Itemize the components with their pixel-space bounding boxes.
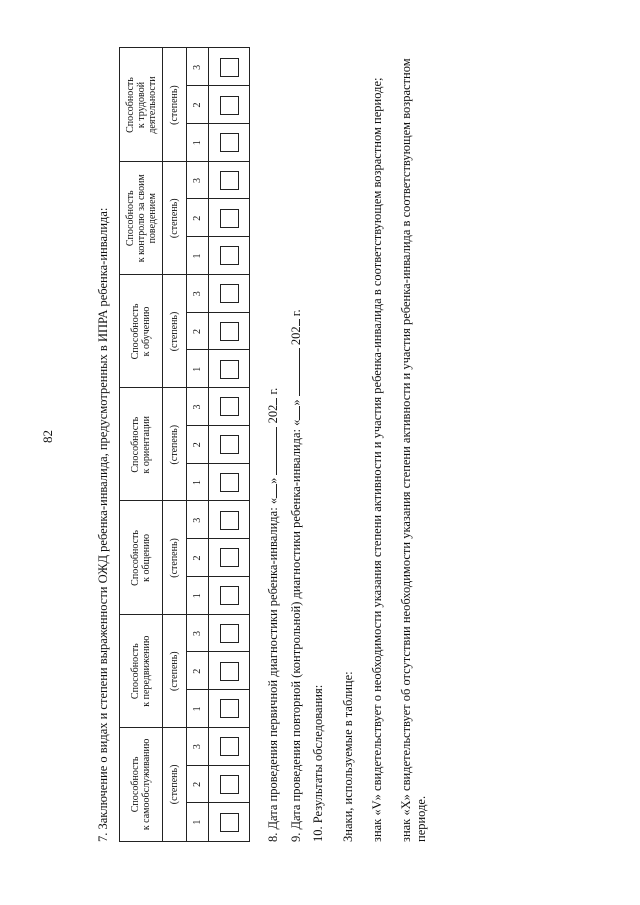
column-divider [120, 387, 249, 388]
ojd-column [120, 615, 249, 728]
checkbox-cell [209, 350, 249, 388]
degree-checkbox[interactable] [220, 699, 239, 718]
degree-checkbox[interactable] [220, 209, 239, 228]
cell-divider [187, 802, 249, 803]
checkbox-cell [209, 313, 249, 351]
degree-checkbox[interactable] [220, 624, 239, 643]
checkbox-cell [209, 539, 249, 577]
degree-number: 1 [192, 479, 203, 485]
cell-divider [187, 765, 249, 766]
degree-number: 2 [192, 102, 203, 108]
checkbox-cell [209, 48, 249, 86]
degree-number: 1 [192, 593, 203, 599]
degree-number: 3 [192, 291, 203, 297]
checkbox-cell [209, 652, 249, 690]
cell-divider [187, 85, 249, 86]
ojd-column [120, 162, 249, 275]
checkbox-row [209, 48, 249, 161]
degree-number: 2 [192, 555, 203, 561]
checkbox-row [209, 728, 249, 841]
degree-checkbox[interactable] [220, 473, 239, 492]
ojd-column [120, 728, 249, 841]
item-9-quote: » [289, 399, 303, 406]
day-blank[interactable] [265, 484, 277, 498]
degree-numbers [187, 615, 209, 728]
item-9-suffix: г. [289, 309, 303, 320]
checkbox-cell [209, 388, 249, 426]
cell-divider [187, 349, 249, 350]
degree-label: (степень) [169, 198, 180, 239]
checkbox-cell [209, 86, 249, 124]
checkbox-cell [209, 690, 249, 728]
degree-checkbox[interactable] [220, 548, 239, 567]
cell-divider [187, 123, 249, 124]
item-8-label: 8. Дата проведения первичной диагностики ребенка-инвалида: « [266, 497, 280, 842]
degree-checkbox[interactable] [220, 737, 239, 756]
degree-number: 3 [192, 404, 203, 410]
column-title: Способность к трудовой деятельности [124, 76, 158, 134]
year-blank[interactable] [288, 319, 300, 326]
checkbox-cell [209, 766, 249, 804]
checkbox-row [209, 615, 249, 728]
checkbox-cell [209, 728, 249, 766]
degree-number: 2 [192, 215, 203, 221]
checkbox-cell [209, 237, 249, 275]
degree-checkbox[interactable] [220, 775, 239, 794]
degree-number: 1 [192, 819, 203, 825]
degree-checkbox[interactable] [220, 360, 239, 379]
column-title: Способность к ориентации [130, 415, 152, 474]
checkbox-cell [209, 803, 249, 841]
degree-numbers [187, 162, 209, 275]
column-divider [120, 161, 249, 162]
ojd-column [120, 275, 249, 388]
degree-number: 1 [192, 366, 203, 372]
degree-checkbox[interactable] [220, 662, 239, 681]
item-9-repeat-diagnostics-date [288, 309, 304, 842]
month-blank[interactable] [265, 427, 277, 475]
cell-divider [187, 689, 249, 690]
degree-numbers [187, 501, 209, 614]
item-8-quote: » [266, 477, 280, 484]
item-8-suffix: г. [266, 387, 280, 398]
page-number: 82 [40, 430, 55, 443]
legend-x-sign-line2: периоде. [414, 795, 428, 842]
degree-checkbox[interactable] [220, 398, 239, 417]
degree-numbers [187, 388, 209, 501]
checkbox-cell [209, 124, 249, 162]
column-title: Способность к самообслуживанию [130, 738, 152, 831]
checkbox-cell [209, 162, 249, 200]
degree-checkbox[interactable] [220, 322, 239, 341]
cell-divider [187, 198, 249, 199]
legend-x-sign-line1: знак «X» свидетельствует об отсутствии необходимости указания степени активности и участия ребенка-инвалида в соответствующем возрастном [399, 58, 413, 842]
day-blank[interactable] [288, 406, 300, 420]
degree-label: (степень) [169, 311, 180, 352]
item-9-label: 9. Дата проведения повторной (контрольной) диагностики ребенка-инвалида: « [289, 419, 303, 842]
degree-number: 2 [192, 781, 203, 787]
degree-number: 1 [192, 140, 203, 146]
degree-checkbox[interactable] [220, 284, 239, 303]
item-8-year: 202 [266, 404, 280, 424]
column-title: Способность к обучению [130, 303, 152, 360]
degree-label: (степень) [169, 424, 180, 465]
column-divider [120, 500, 249, 501]
degree-label: (степень) [169, 85, 180, 125]
cell-divider [187, 576, 249, 577]
degree-number: 3 [192, 517, 203, 523]
checkbox-cell [209, 615, 249, 653]
year-blank[interactable] [265, 398, 277, 405]
legend-v-sign: знак «V» свидетельствует о необходимости указания степени активности и участия ребенка-инвалида в соответствующем возрастном периоде; [370, 77, 384, 842]
checkbox-cell [209, 199, 249, 237]
degree-checkbox[interactable] [220, 247, 239, 266]
degree-number: 3 [192, 744, 203, 750]
legend-intro: Знаки, используемые в таблице: [341, 671, 355, 842]
degree-number: 2 [192, 442, 203, 448]
cell-divider [187, 538, 249, 539]
ojd-table [119, 47, 250, 842]
degree-checkbox[interactable] [220, 133, 239, 152]
degree-label: (степень) [169, 538, 180, 578]
cell-divider [187, 312, 249, 313]
degree-numbers [187, 48, 209, 161]
degree-checkbox[interactable] [220, 96, 239, 115]
checkbox-row [209, 388, 249, 501]
ojd-column [120, 388, 249, 501]
checkbox-row [209, 162, 249, 275]
column-divider [120, 727, 249, 728]
item-10-results: 10. Результаты обследования: [311, 684, 325, 842]
checkbox-cell [209, 501, 249, 539]
degree-numbers [187, 275, 209, 388]
degree-number: 3 [192, 178, 203, 184]
checkbox-cell [209, 577, 249, 615]
checkbox-row [209, 275, 249, 388]
degree-checkbox[interactable] [220, 813, 239, 832]
degree-number: 3 [192, 64, 203, 70]
degree-checkbox[interactable] [220, 58, 239, 77]
column-divider [120, 614, 249, 615]
checkbox-cell [209, 426, 249, 464]
cell-divider [187, 463, 249, 464]
degree-number: 2 [192, 668, 203, 674]
checkbox-cell [209, 275, 249, 313]
degree-number: 1 [192, 706, 203, 712]
ojd-column [120, 48, 249, 161]
checkbox-cell [209, 464, 249, 502]
checkbox-row [209, 501, 249, 614]
column-title: Способность к передвижению [130, 635, 152, 707]
item-8-primary-diagnostics-date [265, 388, 281, 842]
column-title: Способность к общению [130, 530, 152, 586]
degree-number: 2 [192, 329, 203, 334]
column-title: Способность к контролю за своим поведением [124, 174, 158, 263]
degree-label: (степень) [169, 764, 180, 805]
cell-divider [187, 651, 249, 652]
item-9-year: 202 [289, 326, 303, 346]
degree-number: 3 [192, 630, 203, 636]
degree-checkbox[interactable] [220, 435, 239, 454]
ojd-column [120, 501, 249, 614]
degree-numbers [187, 728, 209, 841]
month-blank[interactable] [288, 348, 300, 396]
degree-label: (степень) [169, 651, 180, 691]
degree-checkbox[interactable] [220, 511, 239, 530]
cell-divider [187, 425, 249, 426]
degree-number: 1 [192, 253, 203, 259]
cell-divider [187, 236, 249, 237]
degree-checkbox[interactable] [220, 171, 239, 190]
degree-checkbox[interactable] [220, 586, 239, 605]
column-divider [120, 274, 249, 275]
section-7-heading: 7. Заключение о видах и степени выраженности ОЖД ребенка-инвалида, предусмотренных в ИПРА ребенка-инвалида: [96, 207, 110, 842]
